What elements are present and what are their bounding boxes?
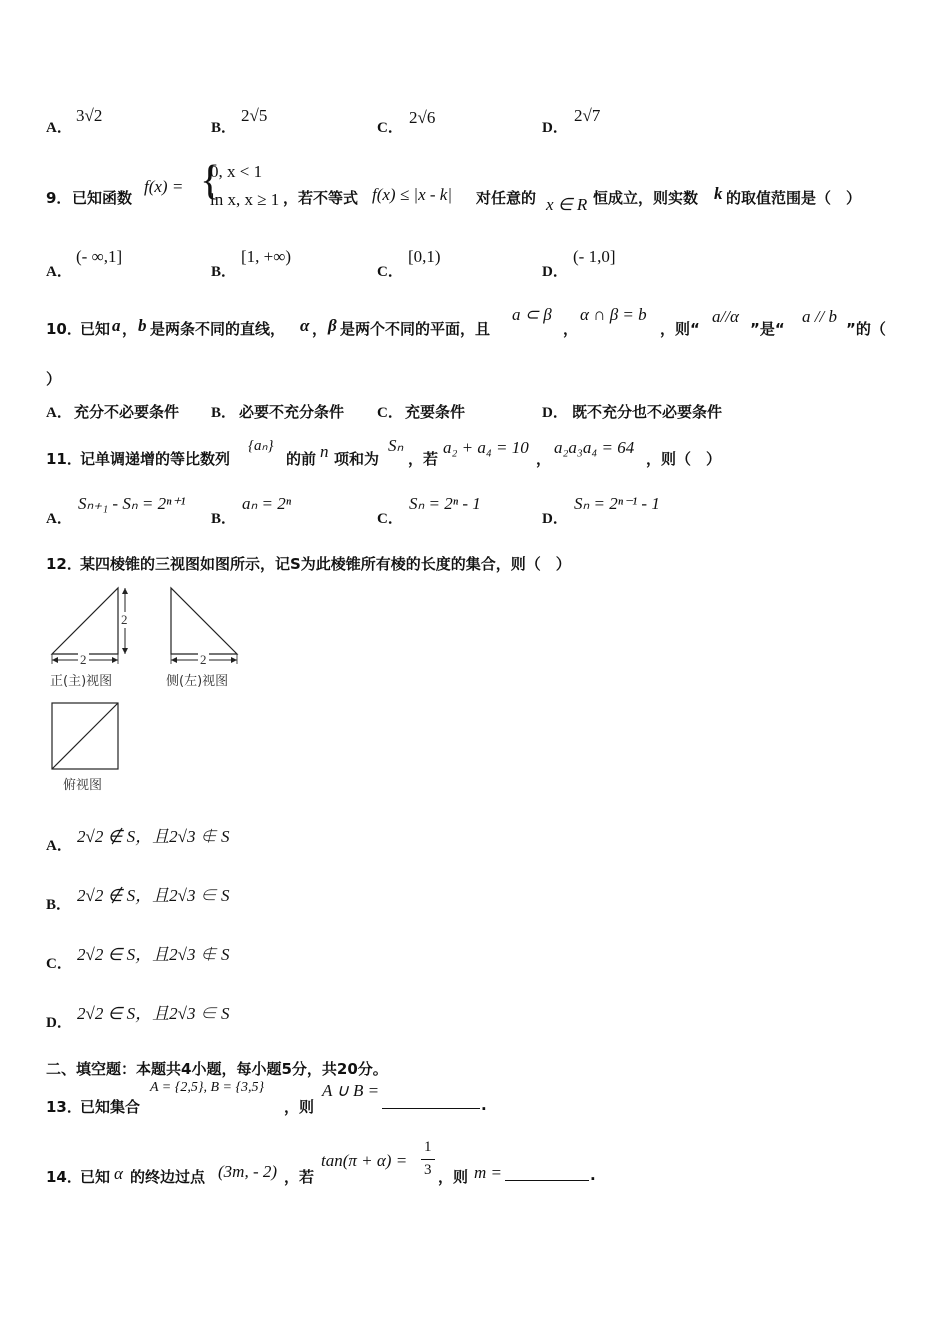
q11-comma: ， (536, 450, 552, 468)
q13-period: . (481, 1096, 487, 1114)
q9-option-c-label: C． (377, 264, 403, 280)
q8-option-a-expr: 3√2 (76, 106, 103, 125)
q8-option-d-expr: 2√7 (574, 106, 601, 125)
q8-option-a-label: A． (46, 120, 72, 136)
q10-option-b-text: 必要不充分条件 (239, 403, 345, 421)
q8-option-c-expr: 2√6 (409, 108, 436, 127)
top-view-diagonal (52, 703, 118, 769)
q9-prefix: 已知函数 (72, 189, 133, 207)
section-2-title: 二、填空题：本题共4小题，每小题5分，共20分。 (46, 1060, 388, 1078)
q14-fraction-numerator: 1 (424, 1139, 432, 1155)
q14-text-1: 已知 (80, 1168, 111, 1186)
q10-option-a-label: A． (46, 405, 72, 421)
q10-option-a-text: 充分不必要条件 (74, 403, 180, 421)
q9-option-a-expr: (- ∞,1] (76, 247, 123, 266)
q10-expr-1: a ⊂ β (512, 305, 552, 324)
q10-option-d-text: 既不充分也不必要条件 (572, 403, 723, 421)
q9-option-d-label: D． (542, 264, 568, 280)
q10-text-2: 是两条不同的直线， (150, 320, 286, 338)
q13-text-2: ，则 (284, 1098, 315, 1116)
front-view-triangle (52, 588, 118, 654)
q8-option-b-expr: 2√5 (241, 106, 268, 125)
q14-answer-blank[interactable] (505, 1166, 589, 1181)
q11-number: 11． (46, 450, 82, 468)
q12-option-d-expr: 2√2 ∈ S，且2√3 ∈ S (77, 1004, 230, 1023)
q11-option-a-expr: Sₙ₊₁ - Sₙ = 2ⁿ⁺¹ (78, 494, 186, 513)
q9-mid-2: 对任意的 (476, 189, 537, 207)
q10-option-d-label: D． (542, 405, 568, 421)
q14-tan-expression: tan(π + α) = (321, 1151, 408, 1170)
q10-option-b-label: B． (211, 405, 237, 421)
q11-expr-1: a₂ + a₄ = 10 (443, 438, 529, 457)
q11-option-d-expr: Sₙ = 2ⁿ⁻¹ - 1 (574, 494, 660, 513)
q9-case-1: 0, x < 1 (210, 162, 263, 181)
q10-text-6: ”的（ (846, 320, 886, 338)
q13-text-1: 已知集合 (80, 1098, 141, 1116)
q10-expr-4: a // b (802, 307, 837, 326)
q10-text-4: ，则“ (660, 320, 700, 338)
front-view-diagram (46, 584, 136, 674)
q11-option-c-expr: Sₙ = 2ⁿ - 1 (409, 494, 481, 513)
q11-text-4: ，若 (408, 450, 439, 468)
q11-sequence: {aₙ} (248, 438, 274, 454)
q10-text-1: 已知 (80, 320, 111, 338)
q9-number: 9． (46, 189, 72, 207)
q11-option-d-label: D． (542, 511, 568, 527)
q9-option-c-expr: [0,1) (408, 247, 441, 266)
q11-option-a-label: A． (46, 511, 72, 527)
q9-function: f(x) = (144, 177, 184, 196)
q14-alpha: α (114, 1164, 123, 1183)
q10-comma-1: ， (122, 320, 138, 338)
front-view-height-label: 2 (121, 612, 128, 627)
q8-option-b-label: B． (211, 120, 237, 136)
q14-point: (3m, - 2) (218, 1162, 278, 1181)
q9-domain: x ∈ R (546, 195, 588, 214)
q12-option-b-expr: 2√2 ∉ S，且2√3 ∈ S (77, 886, 230, 905)
q11-text-3: 项和为 (334, 450, 380, 468)
side-view-triangle (171, 588, 237, 654)
q13-number: 13． (46, 1098, 82, 1116)
q9-post-2: 的取值范围是（ ） (726, 189, 862, 207)
q9-case-2: ln x, x ≥ 1 (210, 190, 280, 209)
q10-beta: β (328, 316, 337, 335)
q9-brace: { (200, 158, 221, 204)
q14-number: 14． (46, 1168, 82, 1186)
front-view-caption: 正(主)视图 (50, 674, 113, 689)
q9-option-d-expr: (- 1,0] (573, 247, 616, 266)
q10-comma-3: ， (563, 320, 579, 338)
q11-sum: Sₙ (388, 436, 404, 455)
q14-text-2: 的终边过点 (130, 1168, 206, 1186)
q9-inequality: f(x) ≤ |x - k| (372, 185, 453, 204)
q12-option-c-label: C． (46, 956, 72, 972)
top-view-caption: 俯视图 (63, 778, 103, 793)
side-view-width-label: 2 (200, 652, 207, 667)
q11-option-b-expr: aₙ = 2ⁿ (242, 494, 292, 513)
q10-text-3: 是两个不同的平面，且 (340, 320, 491, 338)
q14-fraction-denominator: 3 (424, 1162, 432, 1178)
q8-option-c-label: C． (377, 120, 403, 136)
q8-option-d-label: D． (542, 120, 568, 136)
q14-period: . (590, 1166, 596, 1184)
q9-post: 恒成立，则实数 (593, 189, 699, 207)
q12-option-d-label: D． (46, 1015, 72, 1031)
q12-option-b-label: B． (46, 897, 72, 913)
q14-fraction-bar (421, 1159, 435, 1160)
q10-option-c-text: 充要条件 (405, 403, 466, 421)
q10-expr-2: α ∩ β = b (580, 305, 647, 324)
q12-text: 某四棱锥的三视图如图所示，记S为此棱锥所有棱的长度的集合，则（ ） (80, 555, 571, 573)
q10-var-b: b (138, 316, 147, 335)
q10-comma-2: ， (312, 320, 328, 338)
q11-option-c-label: C． (377, 511, 403, 527)
q10-text-5: ”是“ (750, 320, 785, 338)
q9-option-a-label: A． (46, 264, 72, 280)
q10-var-a: a (112, 316, 121, 335)
q10-option-c-label: C． (377, 405, 403, 421)
q11-expr-2: a₂a₃a₄ = 64 (554, 438, 635, 457)
q14-m-equals: m = (474, 1163, 502, 1182)
q12-option-a-expr: 2√2 ∉ S，且2√3 ∉ S (77, 827, 230, 846)
q13-answer-blank[interactable] (382, 1094, 480, 1109)
q12-option-c-expr: 2√2 ∈ S，且2√3 ∉ S (77, 945, 230, 964)
q9-option-b-expr: [1, +∞) (241, 247, 292, 266)
top-view-diagram (50, 702, 120, 772)
q10-close-paren: ） (46, 370, 62, 388)
q11-text-5: ，则（ ） (646, 450, 722, 468)
q14-text-3: ，若 (284, 1168, 315, 1186)
q9-var-k: k (714, 184, 723, 203)
q12-number: 12． (46, 555, 82, 573)
q10-alpha: α (300, 316, 310, 335)
q11-text-1: 记单调递增的等比数列 (80, 450, 231, 468)
q11-var-n: n (320, 442, 329, 461)
q13-sets: A = {2,5}, B = {3,5} (150, 1080, 265, 1095)
q9-mid: ，若不等式 (283, 189, 359, 207)
q12-option-a-label: A． (46, 838, 72, 854)
q13-expression: A ∪ B = (322, 1081, 380, 1100)
q10-expr-3: a//α (712, 307, 739, 326)
q14-text-4: ，则 (438, 1168, 469, 1186)
side-view-caption: 侧(左)视图 (166, 674, 229, 689)
q11-text-2: 的前 (286, 450, 317, 468)
q9-option-b-label: B． (211, 264, 237, 280)
front-view-width-label: 2 (80, 652, 87, 667)
q10-number: 10． (46, 320, 82, 338)
q11-option-b-label: B． (211, 511, 237, 527)
